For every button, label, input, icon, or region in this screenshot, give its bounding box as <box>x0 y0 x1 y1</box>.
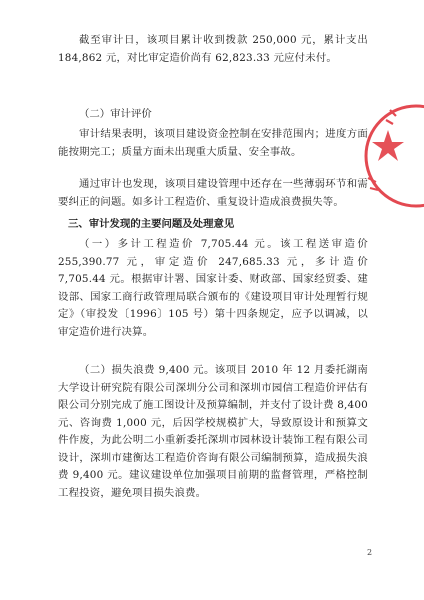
paragraph-overcharge: （一）多计工程造价 7,705.44 元。该工程送审造价 255,390.77 元，审定造价 247,685.33 元，多计造价 7,705.44 元。根据审计署、国家计委、财政部、国家经贸委、建设部、国家工商行政管理局联合颁布的《建设项目审计处理暂行规定》（审投发〔1996〕105 号）第十四条规定，应予以调减，以审定造价进行决算。 <box>58 238 368 338</box>
paragraph-audit-result: 审计结果表明，该项目建设资金控制在安排范围内；进度方面能按期完工；质量方面未出现重大质量、安全事故。 <box>58 128 368 158</box>
heading-audit-evaluation: （二）审计评价 <box>79 108 152 120</box>
paragraph-funding: 截至审计日，该项目累计收到拨款 250,000 元，累计支出 184,862 元，对比审定造价尚有 62,823.33 元应付未付。 <box>58 34 368 64</box>
paragraph-waste-loss: （二）损失浪费 9,400 元。该项目 2010 年 12 月委托湖南大学设计研究院有限公司深圳分公司和深圳市园信工程造价评估有限公司分别完成了施工图设计及预算编制，并支付了设计费 8,400 元、咨询费 1,000 元，后因学校规模扩大，导致原设计和预算文件作废，为此公明二小重新委托深圳市园林设计装饰工程有限公司设计，深圳市建衡达工程造价咨询有限公司编制预算，造成损失浪费 9,400 元。建议建设单位加强项目前期的监督管理，严格控制工程投资，避免项目损失浪费。 <box>58 364 368 499</box>
page-number: 2 <box>367 548 373 557</box>
heading-main-issues: 三、审计发现的主要问题及处理意见 <box>68 218 235 230</box>
paragraph-weaknesses: 通过审计也发现，该项目建设管理中还存在一些薄弱环节和需要纠正的问题。如多计工程造价、重复设计造成浪费损失等。 <box>58 178 368 208</box>
